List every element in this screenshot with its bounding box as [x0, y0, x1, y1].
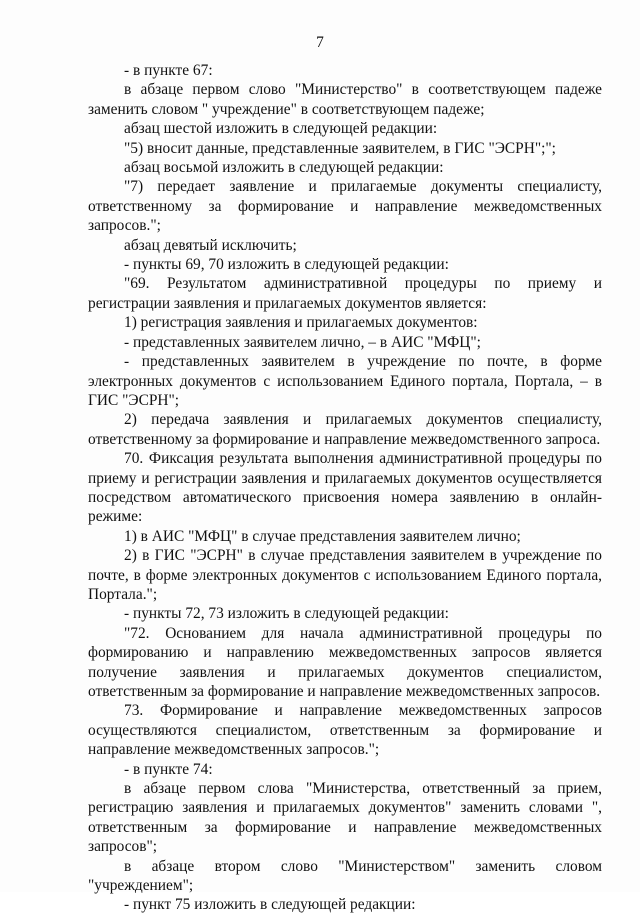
paragraph: абзац восьмой изложить в следующей редакции: [124, 159, 444, 177]
paragraph: - в пункте 74: [124, 760, 213, 778]
paragraph: "72. Основанием для начала административной процедуры по формированию и направлению межведомственных запросов является получение заявления и прилагаемых документов специалистом, ответственным за формирование и направление межведомственных запросов. [88, 624, 602, 700]
paragraph: в абзаце первом слова "Министерства, ответственный за прием, регистрацию заявления и прилагаемых документов" заменить словами ", ответственным за формирование и направление межведомственных запросов"; [88, 780, 602, 856]
paragraph: "69. Результатом административной процедуры по приему и регистрации заявления и прилагаемых документов является: [88, 275, 602, 312]
paragraph: - пункты 69, 70 изложить в следующей редакции: [124, 256, 449, 274]
paragraph: 73. Формирование и направление межведомственных запросов осуществляются специалистом, ответственным за формирование и направление межведомственных запросов."; [88, 702, 602, 759]
document-body [88, 61, 602, 915]
paragraph: "7) передает заявление и прилагаемые документы специалисту, ответственному за формирование и направление межведомственных запросов."; [88, 178, 602, 235]
paragraph: 2) передача заявления и прилагаемых документов специалисту, ответственному за формирование и направление межведомственного запроса. [88, 411, 602, 448]
paragraph: в абзаце втором слово "Министерством" заменить словом "учреждением"; [88, 857, 602, 895]
paragraph: 1) в АИС "МФЦ" в случае представления заявителем лично; [124, 527, 521, 545]
paragraph: в абзаце первом слово "Министерство" в соответствующем падеже заменить словом " учреждение" в соответствующем падеже; [88, 81, 602, 118]
paragraph: "5) вносит данные, представленные заявителем, в ГИС "ЭСРН";"; [124, 139, 556, 157]
paragraph: - пункт 75 изложить в следующей редакции: [124, 896, 416, 914]
paragraph: - в пункте 67: [124, 62, 213, 79]
paragraph: абзац девятый исключить; [124, 236, 297, 254]
paragraph: - пункты 72, 73 изложить в следующей редакции: [124, 605, 449, 623]
paragraph: абзац шестой изложить в следующей редакции: [124, 120, 438, 138]
page-number: 7 [316, 34, 324, 51]
paragraph: - представленных заявителем в учреждение по почте, в форме электронных документов с использованием Единого портала, Портала, – в ГИС "ЭСРН"; [88, 353, 602, 409]
paragraph: - представленных заявителем лично, – в АИС "МФЦ"; [124, 333, 481, 351]
paragraph: 70. Фиксация результата выполнения административной процедуры по приему и регистрации заявления и прилагаемых документов осуществляется посредством автоматического присвоения номера заявлению в онлайн-режиме: [88, 450, 602, 526]
paragraph: 2) в ГИС "ЭСРН" в случае представления заявителем в учреждение по почте, в форме электронных документов с использованием Единого портала, Портала."; [88, 547, 602, 603]
paragraph: 1) регистрация заявления и прилагаемых документов: [124, 314, 478, 332]
